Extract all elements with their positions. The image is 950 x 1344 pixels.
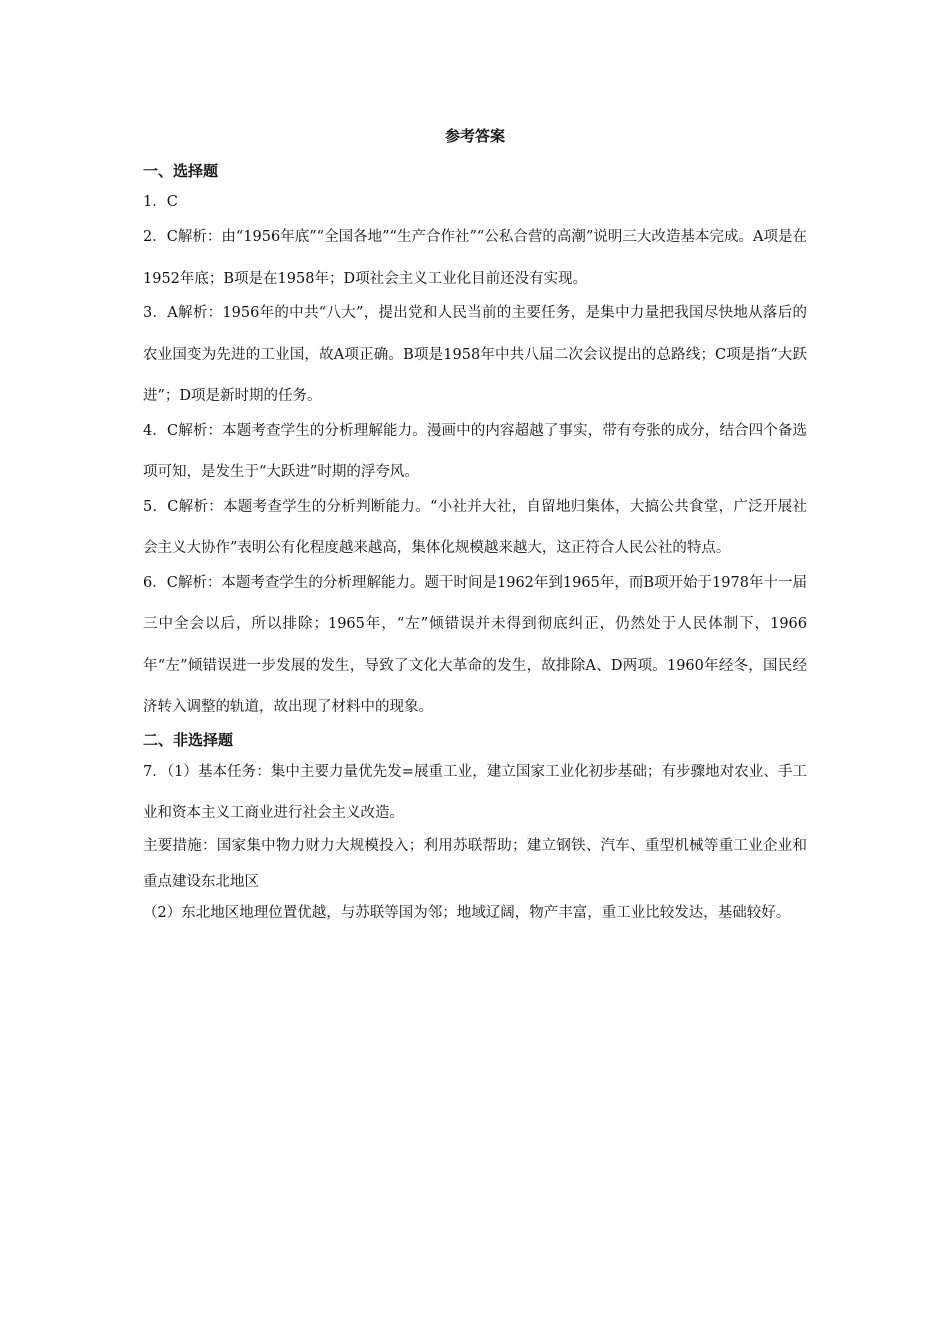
section-heading-non-choice: 二、非选择题 [143, 730, 234, 749]
answer-5: 5．C解析：本题考查学生的分析判断能力。“小社并大社，自留地归集体，大搞公共食堂，广泛开展社会主义大协作”表明公有化程度越来越高，集体化规模越来越大，这正符合人民公社的特点。 [143, 498, 807, 556]
section-heading-multiple-choice: 一、选择题 [143, 162, 219, 180]
answer-7-part-1: 7．（1）基本任务：集中主要力量优先发=展重工业，建立国家工业化初步基础；有步骤地对农业、手工业和资本主义工商业进行社会主义改造。 [143, 763, 807, 821]
answer-7-measures: 主要措施：国家集中物力财力大规模投入；利用苏联帮助；建立钢铁、汽车、重型机械等重工业企业和重点建设东北地区 [143, 837, 807, 890]
answer-2: 2．C解析：由“1956年底”“全国各地”“生产合作社”“公私合营的高潮”说明三大改造基本完成。A项是在1952年底；B项是在1958年；D项社会主义工业化目前还没有实现。 [143, 229, 807, 287]
answer-document [143, 124, 807, 934]
page-title: 参考答案 [444, 127, 505, 145]
answer-6: 6．C解析：本题考查学生的分析理解能力。题干时间是1962年到1965年，而B项开始于1978年十一届三中全会以后，所以排除；1965年，“左”倾错误并未得到彻底纠正，仍然处于人民体制下，1966年“左”倾错误进一步发展的发生，导致了文化大革命的发生，故排除A、D两项。1960年经冬，国民经济转入调整的轨道，故出现了材料中的现象。 [143, 574, 807, 715]
answer-1: 1．C [143, 194, 178, 210]
answer-4: 4．C解析：本题考查学生的分析理解能力。漫画中的内容超越了事实，带有夸张的成分，结合四个备选项可知，是发生于“大跃进”时期的浮夸风。 [143, 422, 807, 480]
answer-7-part-2: （2）东北地区地理位置优越，与苏联等国为邻；地域辽阔，物产丰富，重工业比较发达，基础较好。 [143, 904, 791, 921]
answer-3: 3．A解析：1956年的中共“八大”，提出党和人民当前的主要任务，是集中力量把我国尽快地从落后的农业国变为先进的工业国，故A项正确。B项是1958年中共八届二次会议提出的总路线；C项是指“大跃进”；D项是新时期的任务。 [143, 305, 807, 404]
